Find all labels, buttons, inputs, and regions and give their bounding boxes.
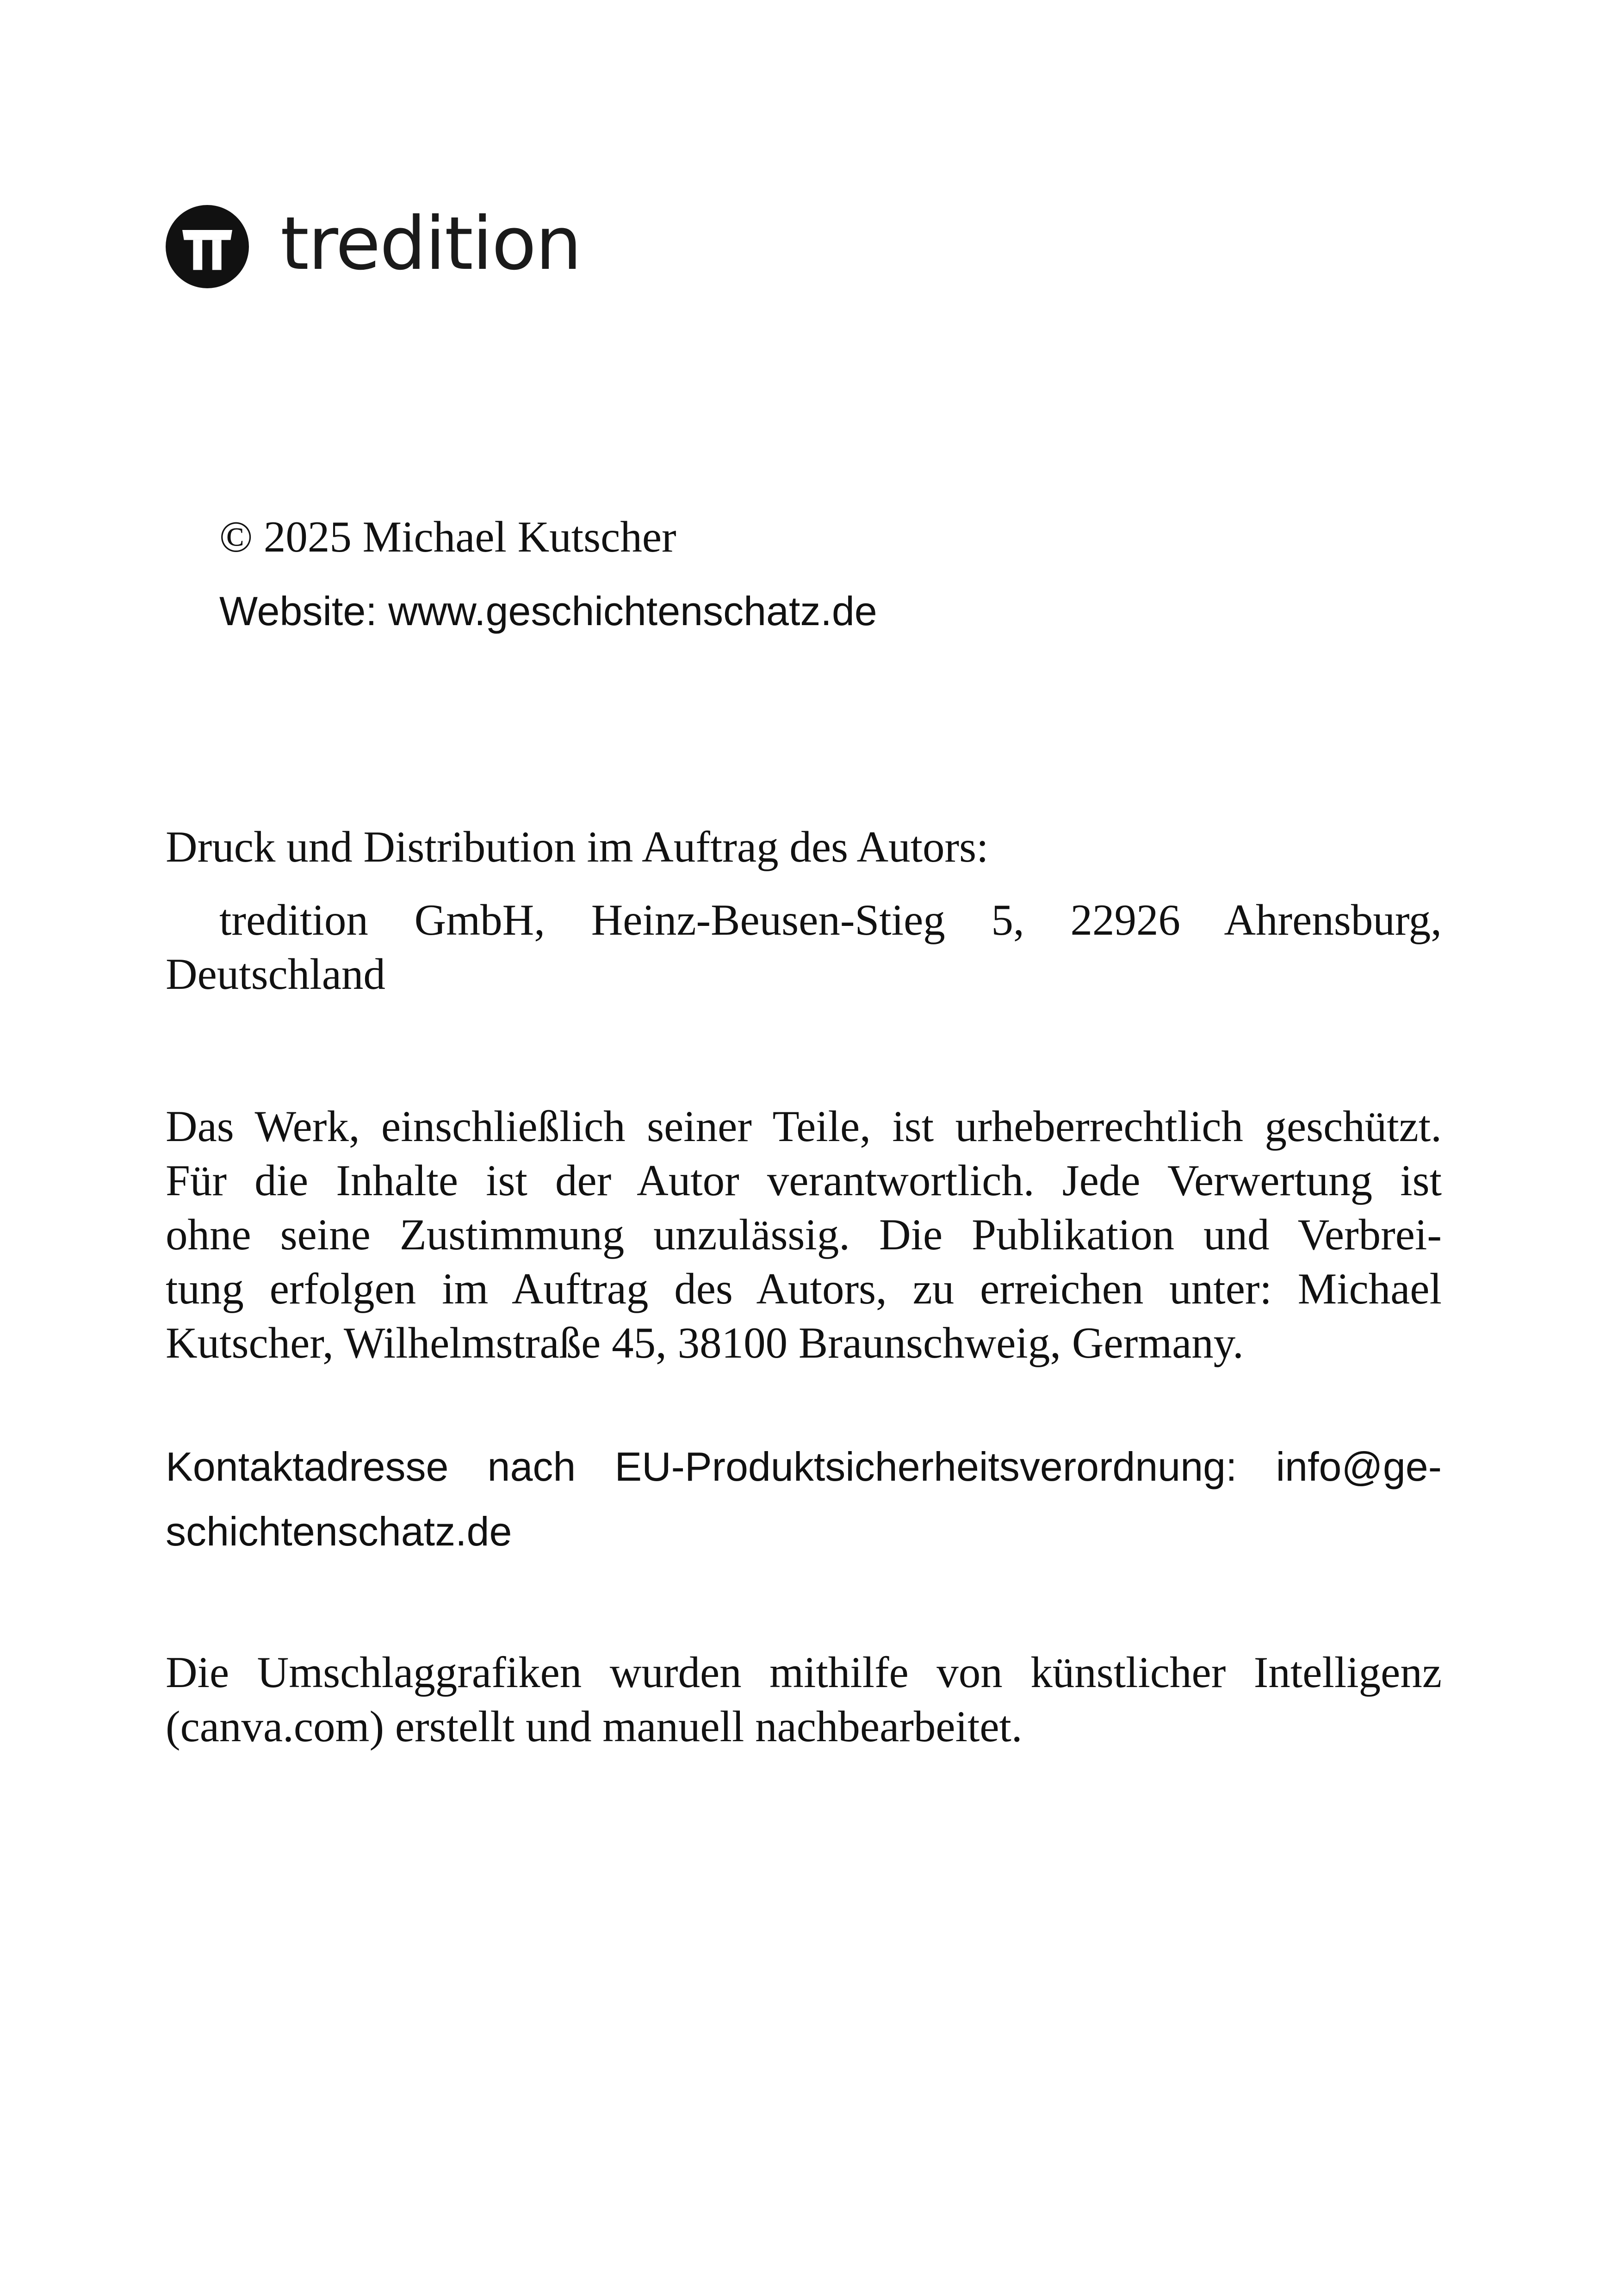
publisher-logo <box>166 203 581 291</box>
address-line-2: Deutschland <box>166 949 385 999</box>
address-line-1: tredition GmbH, Heinz-Beusen-Stieg 5, 22926 Ahrensburg, <box>219 895 1442 944</box>
rights-line-3: ohne seine Zustimmung unzulässig. Die Publikation und Verbrei- <box>166 1210 1442 1259</box>
rights-line-4: tung erfolgen im Auftrag des Autors, zu erreichen unter: Michael <box>166 1264 1442 1313</box>
copyright-rights-paragraph <box>166 1099 1442 1370</box>
tredition-logo-icon <box>166 205 249 288</box>
distribution-address <box>166 893 1442 1001</box>
copyright-notice: © 2025 Michael Kutscher <box>219 512 676 561</box>
rights-line-5: Kutscher, Wilhelmstraße 45, 38100 Braunschweig, Germany. <box>166 1318 1244 1367</box>
cover-note-paragraph <box>166 1645 1442 1754</box>
contact-line-2: schichtenschatz.de <box>166 1508 512 1554</box>
rights-line-1: Das Werk, einschließlich seiner Teile, ist urheberrechtlich geschützt. <box>166 1102 1442 1151</box>
rights-line-2: Für die Inhalte ist der Autor verantwortlich. Jede Verwertung ist <box>166 1156 1442 1205</box>
contact-paragraph <box>166 1434 1442 1564</box>
cover-note-line-1: Die Umschlaggrafiken wurden mithilfe von künstlicher Intelligenz <box>166 1648 1442 1697</box>
publisher-wordmark: tredition <box>280 201 581 286</box>
contact-line-1: Kontaktadresse nach EU-Produktsicherheitsverordnung: info@ge- <box>166 1444 1442 1489</box>
distribution-heading: Druck und Distribution im Auftrag des Autors: <box>166 822 989 871</box>
cover-note-line-2: (canva.com) erstellt und manuell nachbearbeitet. <box>166 1702 1023 1751</box>
website-line: Website: www.geschichtenschatz.de <box>219 588 877 634</box>
